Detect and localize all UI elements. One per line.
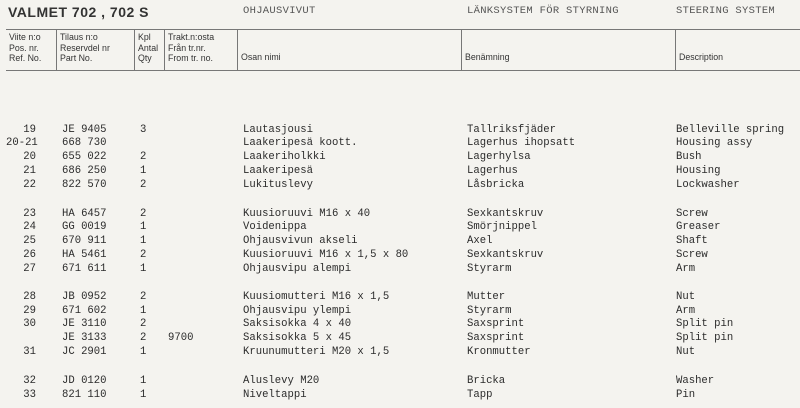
header-ref-fi: Viite n:o	[9, 32, 41, 42]
cell-ref: 31	[23, 346, 36, 358]
cell-part: JE 3133	[62, 332, 107, 344]
cell-ref: 25	[23, 235, 36, 247]
table-row	[0, 208, 800, 221]
table-row	[0, 235, 800, 248]
cell-ref: 24	[23, 221, 36, 233]
cell-ref: 23	[23, 208, 36, 220]
table-row	[0, 165, 800, 178]
cell-ref: 30	[23, 318, 36, 330]
cell-qty: 1	[140, 221, 147, 233]
table-row	[0, 332, 800, 345]
cell-ref: 20	[23, 151, 36, 163]
cell-sv: Styrarm	[467, 305, 512, 317]
cell-fi: Kuusiomutteri M16 x 1,5	[243, 291, 390, 303]
cell-sv: Lagerhus	[467, 165, 518, 177]
cell-qty: 1	[140, 375, 147, 387]
header-qty-sv: Antal	[138, 42, 159, 53]
cell-sv: Låsbricka	[467, 179, 525, 191]
header-from-fi: Trakt.n:osta	[168, 32, 215, 42]
cell-en: Screw	[676, 249, 708, 261]
table-row	[0, 249, 800, 262]
cell-sv: Styrarm	[467, 263, 512, 275]
cell-ref: 21	[23, 165, 36, 177]
cell-en: Nut	[676, 291, 696, 303]
cell-fi: Lukituslevy	[243, 179, 313, 191]
cell-qty: 2	[140, 332, 147, 344]
cell-sv: Tallriksfjäder	[467, 124, 557, 136]
cell-qty: 1	[140, 263, 147, 275]
cell-part: 668 730	[62, 137, 107, 149]
header-part-sv: Reservdel nr	[60, 42, 110, 53]
table-row	[0, 263, 800, 276]
cell-part: 670 911	[62, 235, 107, 247]
table-row	[0, 346, 800, 359]
cell-fi: Ohjausvivun akseli	[243, 235, 358, 247]
cell-sv: Sexkantskruv	[467, 249, 544, 261]
header-ref-sv: Pos. nr.	[9, 42, 39, 53]
table-row	[0, 221, 800, 234]
cell-en: Belleville spring	[676, 124, 785, 136]
cell-en: Housing assy	[676, 137, 753, 149]
table-row	[0, 124, 800, 137]
cell-part: 671 611	[62, 263, 107, 275]
header-qty-fi: Kpl	[138, 32, 151, 42]
table-row	[0, 318, 800, 331]
cell-part: 686 250	[62, 165, 107, 177]
header-from-en: From tr. no.	[168, 53, 213, 63]
cell-part: 822 570	[62, 179, 107, 191]
cell-sv: Lagerhus ihopsatt	[467, 137, 576, 149]
cell-qty: 2	[140, 179, 147, 191]
cell-qty: 2	[140, 249, 147, 261]
section-title-en: STEERING SYSTEM	[676, 5, 776, 17]
cell-sv: Kronmutter	[467, 346, 531, 358]
header-name-en-label: Description	[679, 52, 724, 62]
cell-en: Arm	[676, 263, 696, 275]
cell-en: Bush	[676, 151, 702, 163]
table-row	[0, 291, 800, 304]
table-row	[0, 375, 800, 388]
cell-fi: Ohjausvipu ylempi	[243, 305, 352, 317]
cell-part: HA 6457	[62, 208, 107, 220]
cell-part: 821 110	[62, 389, 107, 401]
cell-qty: 1	[140, 346, 147, 358]
cell-fi: Laakeriholkki	[243, 151, 326, 163]
cell-part: 671 602	[62, 305, 107, 317]
cell-sv: Saxsprint	[467, 332, 525, 344]
table-row	[0, 137, 800, 150]
cell-sv: Tapp	[467, 389, 493, 401]
cell-en: Shaft	[676, 235, 708, 247]
cell-part: JC 2901	[62, 346, 107, 358]
table-row	[0, 151, 800, 164]
cell-ref: 22	[23, 179, 36, 191]
cell-sv: Bricka	[467, 375, 506, 387]
cell-from: 9700	[168, 332, 194, 344]
cell-sv: Lagerhylsa	[467, 151, 531, 163]
cell-en: Greaser	[676, 221, 721, 233]
cell-qty: 1	[140, 235, 147, 247]
cell-sv: Saxsprint	[467, 318, 525, 330]
cell-qty: 2	[140, 208, 147, 220]
cell-ref: 33	[23, 389, 36, 401]
table-row	[0, 179, 800, 192]
cell-ref: 28	[23, 291, 36, 303]
cell-part: JD 0120	[62, 375, 107, 387]
cell-en: Arm	[676, 305, 696, 317]
cell-sv: Smörjnippel	[467, 221, 537, 233]
cell-fi: Laakeripesä	[243, 165, 313, 177]
table-row	[0, 389, 800, 402]
cell-part: JE 3110	[62, 318, 107, 330]
cell-sv: Sexkantskruv	[467, 208, 544, 220]
cell-qty: 3	[140, 124, 147, 136]
cell-fi: Ohjausvipu alempi	[243, 263, 352, 275]
header-part-fi: Tilaus n:o	[60, 32, 98, 42]
cell-ref: 26	[23, 249, 36, 261]
cell-qty: 1	[140, 165, 147, 177]
cell-en: Washer	[676, 375, 715, 387]
cell-en: Split pin	[676, 332, 734, 344]
cell-fi: Saksisokka 4 x 40	[243, 318, 352, 330]
cell-en: Lockwasher	[676, 179, 740, 191]
header-ref-en: Ref. No.	[9, 53, 42, 63]
cell-fi: Laakeripesä koott.	[243, 137, 358, 149]
cell-qty: 2	[140, 291, 147, 303]
cell-fi: Kruunumutteri M20 x 1,5	[243, 346, 390, 358]
cell-ref: 20-21	[6, 137, 38, 149]
header-from-sv: Från tr.nr.	[168, 42, 206, 53]
section-title-sv: LÄNKSYSTEM FÖR STYRNING	[467, 5, 619, 17]
header-qty-en: Qty	[138, 53, 152, 63]
cell-sv: Mutter	[467, 291, 506, 303]
cell-qty: 1	[140, 305, 147, 317]
cell-ref: 27	[23, 263, 36, 275]
cell-fi: Niveltappi	[243, 389, 307, 401]
page-title: VALMET 702 , 702 S	[8, 4, 150, 20]
header-part-en: Part No.	[60, 53, 93, 63]
cell-fi: Voidenippa	[243, 221, 307, 233]
cell-qty: 1	[140, 389, 147, 401]
cell-fi: Kuusioruuvi M16 x 1,5 x 80	[243, 249, 409, 261]
cell-part: JE 9405	[62, 124, 107, 136]
cell-qty: 2	[140, 151, 147, 163]
cell-part: JB 0952	[62, 291, 107, 303]
cell-en: Nut	[676, 346, 696, 358]
cell-ref: 32	[23, 375, 36, 387]
cell-ref: 19	[23, 124, 36, 136]
cell-en: Split pin	[676, 318, 734, 330]
cell-fi: Lautasjousi	[243, 124, 313, 136]
cell-ref: 29	[23, 305, 36, 317]
header-name-sv-label: Benämning	[465, 52, 510, 62]
cell-fi: Aluslevy M20	[243, 375, 320, 387]
table-row	[0, 305, 800, 318]
cell-sv: Axel	[467, 235, 493, 247]
cell-part: GG 0019	[62, 221, 107, 233]
header-name-fi-label: Osan nimi	[241, 52, 281, 62]
cell-fi: Kuusioruuvi M16 x 40	[243, 208, 371, 220]
cell-qty: 2	[140, 318, 147, 330]
cell-fi: Saksisokka 5 x 45	[243, 332, 352, 344]
cell-en: Housing	[676, 165, 721, 177]
cell-part: 655 022	[62, 151, 107, 163]
cell-part: HA 5461	[62, 249, 107, 261]
cell-en: Screw	[676, 208, 708, 220]
section-title-fi: OHJAUSVIVUT	[243, 5, 316, 17]
cell-en: Pin	[676, 389, 696, 401]
